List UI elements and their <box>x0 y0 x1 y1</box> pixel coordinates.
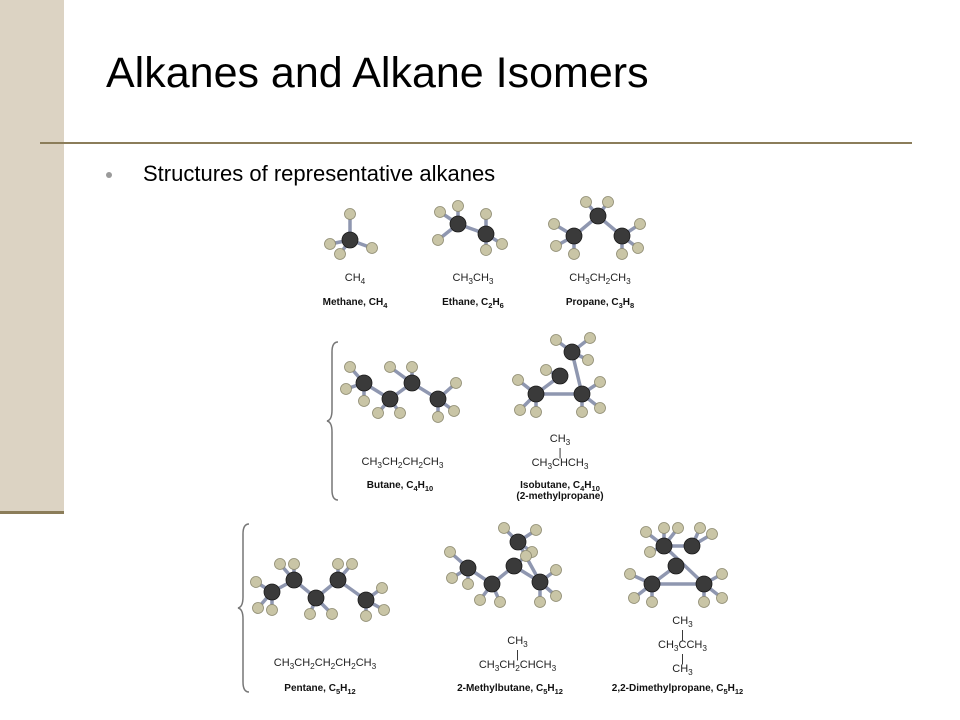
pentane-hydrogen-atom <box>267 605 278 616</box>
2,2-dimethylpropane-hydrogen-atom <box>641 527 652 538</box>
isobutane-condensed: $CH_3$ | $CH_3CHCH_3$ <box>531 433 589 472</box>
propane-carbon-atom <box>590 208 606 224</box>
isobutane-carbon-atom <box>528 386 544 402</box>
pentane-name: Pentane, $C_5H_{12}$ <box>284 683 356 696</box>
2-methylbutane-hydrogen-atom <box>447 573 458 584</box>
pentane-hydrogen-atom <box>327 609 338 620</box>
pentane-hydrogen-atom <box>289 559 300 570</box>
isobutane-carbon-atom <box>574 386 590 402</box>
2-methylbutane-carbon-atom <box>510 534 526 550</box>
propane-condensed: $CH_3CH_2CH_3$ <box>569 272 631 287</box>
pentane-hydrogen-atom <box>333 559 344 570</box>
pentane-isomers-brace <box>237 522 251 694</box>
2,2-dimethylpropane-hydrogen-atom <box>629 593 640 604</box>
pentane-carbon-atom <box>330 572 346 588</box>
2,2-dimethylpropane-hydrogen-atom <box>707 529 718 540</box>
pentane-hydrogen-atom <box>347 559 358 570</box>
bullet-text: Structures of representative alkanes <box>143 161 496 186</box>
2-methylbutane-name: 2-Methylbutane, $C_5H_{12}$ <box>457 683 563 696</box>
2-methylbutane-hydrogen-atom <box>535 597 546 608</box>
propane-hydrogen-atom <box>551 241 562 252</box>
2-methylbutane-hydrogen-atom <box>551 565 562 576</box>
ethane-condensed: $CH_3CH_3$ <box>452 272 494 287</box>
pentane-condensed: $CH_3CH_2CH_2CH_2CH_3$ <box>273 657 377 672</box>
pentane-carbon-atom <box>264 584 280 600</box>
butane-hydrogen-atom <box>359 396 370 407</box>
methane-hydrogen-atom <box>345 209 356 220</box>
isobutane-hydrogen-atom <box>551 335 562 346</box>
2,2-dimethylpropane-carbon-atom <box>668 558 684 574</box>
butane-hydrogen-atom <box>345 362 356 373</box>
2,2-dimethylpropane-carbon-atom <box>656 538 672 554</box>
pentane-hydrogen-atom <box>251 577 262 588</box>
title-divider <box>40 142 912 144</box>
isobutane-hydrogen-atom <box>595 403 606 414</box>
2-methylbutane-carbon-atom <box>460 560 476 576</box>
ethane-hydrogen-atom <box>433 235 444 246</box>
pentane-hydrogen-atom <box>275 559 286 570</box>
propane-name: Propane, $C_3H_8$ <box>565 297 635 310</box>
isobutane-hydrogen-atom <box>583 355 594 366</box>
butane-model <box>340 355 465 425</box>
ethane-hydrogen-atom <box>481 209 492 220</box>
sidebar-rule <box>0 511 64 514</box>
ethane-name: Ethane, $C_2H_6$ <box>442 297 504 310</box>
methane-model <box>322 204 392 264</box>
methane-carbon-atom <box>342 232 358 248</box>
butane-carbon-atom <box>404 375 420 391</box>
pentane-model <box>250 556 395 626</box>
ethane-hydrogen-atom <box>481 245 492 256</box>
methane-hydrogen-atom <box>335 249 346 260</box>
2-methylbutane-hydrogen-atom <box>495 597 506 608</box>
butane-hydrogen-atom <box>407 362 418 373</box>
2-methylbutane-model <box>440 522 565 612</box>
butane-hydrogen-atom <box>451 378 462 389</box>
butane-hydrogen-atom <box>433 412 444 423</box>
methane-condensed: $CH_4$ <box>344 272 366 287</box>
propane-hydrogen-atom <box>635 219 646 230</box>
2-methylbutane-carbon-atom <box>484 576 500 592</box>
2,2-dimethylpropane-carbon-atom <box>684 538 700 554</box>
butane-isomers-brace <box>326 340 340 502</box>
bullet-dot <box>106 172 112 178</box>
ethane-carbon-atom <box>450 216 466 232</box>
2-methylbutane-carbon-atom <box>532 574 548 590</box>
isobutane-hydrogen-atom <box>531 407 542 418</box>
slide-title: Alkanes and Alkane Isomers <box>106 49 649 97</box>
2-methylbutane-hydrogen-atom <box>499 523 510 534</box>
2-methylbutane-carbon-atom <box>506 558 522 574</box>
methane-hydrogen-atom <box>325 239 336 250</box>
pentane-hydrogen-atom <box>253 603 264 614</box>
isobutane-hydrogen-atom <box>577 407 588 418</box>
2-methylbutane-hydrogen-atom <box>445 547 456 558</box>
2-methylbutane-hydrogen-atom <box>475 595 486 606</box>
2,2-dimethylpropane-hydrogen-atom <box>645 547 656 558</box>
methane-hydrogen-atom <box>367 243 378 254</box>
pentane-hydrogen-atom <box>377 583 388 594</box>
2,2-dimethylpropane-hydrogen-atom <box>717 569 728 580</box>
butane-hydrogen-atom <box>395 408 406 419</box>
butane-hydrogen-atom <box>341 384 352 395</box>
ethane-hydrogen-atom <box>497 239 508 250</box>
butane-carbon-atom <box>430 391 446 407</box>
2,2-dimethylpropane-condensed: $CH_3$ | $CH_3CCH_3$ | $CH_3$ <box>658 615 707 678</box>
2-methylbutane-hydrogen-atom <box>531 525 542 536</box>
isobutane-hydrogen-atom <box>585 333 596 344</box>
propane-hydrogen-atom <box>603 197 614 208</box>
2,2-dimethylpropane-carbon-atom <box>644 576 660 592</box>
isobutane-hydrogen-atom <box>595 377 606 388</box>
2-methylbutane-hydrogen-atom <box>551 591 562 602</box>
ethane-model <box>428 200 518 264</box>
2,2-dimethylpropane-hydrogen-atom <box>695 523 706 534</box>
butane-condensed: $CH_3CH_2CH_2CH_3$ <box>361 456 444 471</box>
2,2-dimethylpropane-hydrogen-atom <box>717 593 728 604</box>
propane-model <box>548 194 648 264</box>
2,2-dimethylpropane-model <box>620 522 735 612</box>
2,2-dimethylpropane-hydrogen-atom <box>673 523 684 534</box>
2,2-dimethylpropane-hydrogen-atom <box>659 523 670 534</box>
pentane-carbon-atom <box>308 590 324 606</box>
butane-hydrogen-atom <box>373 408 384 419</box>
pentane-carbon-atom <box>286 572 302 588</box>
propane-carbon-atom <box>566 228 582 244</box>
isobutane-model <box>510 330 610 425</box>
propane-hydrogen-atom <box>581 197 592 208</box>
butane-carbon-atom <box>356 375 372 391</box>
isobutane-subname: (2-methylpropane) <box>516 491 604 502</box>
ethane-hydrogen-atom <box>435 207 446 218</box>
isobutane-hydrogen-atom <box>541 365 552 376</box>
butane-hydrogen-atom <box>449 406 460 417</box>
methane-name: Methane, $CH_4$ <box>322 297 388 310</box>
ethane-carbon-atom <box>478 226 494 242</box>
2-methylbutane-hydrogen-atom <box>463 579 474 590</box>
propane-hydrogen-atom <box>549 219 560 230</box>
propane-hydrogen-atom <box>633 243 644 254</box>
isobutane-carbon-atom <box>564 344 580 360</box>
isobutane-hydrogen-atom <box>513 375 524 386</box>
2,2-dimethylpropane-hydrogen-atom <box>625 569 636 580</box>
propane-hydrogen-atom <box>569 249 580 260</box>
isobutane-name: Isobutane, $C_4H_{10}$ <box>520 480 600 493</box>
2,2-dimethylpropane-carbon-atom <box>696 576 712 592</box>
2-methylbutane-hydrogen-atom <box>521 551 532 562</box>
isobutane-carbon-atom <box>552 368 568 384</box>
2,2-dimethylpropane-hydrogen-atom <box>647 597 658 608</box>
butane-hydrogen-atom <box>385 362 396 373</box>
propane-carbon-atom <box>614 228 630 244</box>
butane-carbon-atom <box>382 391 398 407</box>
2,2-dimethylpropane-hydrogen-atom <box>699 597 710 608</box>
ethane-hydrogen-atom <box>453 201 464 212</box>
propane-hydrogen-atom <box>617 249 628 260</box>
butane-name: Butane, $C_4H_{10}$ <box>366 480 434 493</box>
isobutane-hydrogen-atom <box>515 405 526 416</box>
sidebar-decoration <box>0 0 64 513</box>
pentane-carbon-atom <box>358 592 374 608</box>
2-methylbutane-condensed: $CH_3$ | $CH_3CH_2CHCH_3$ <box>478 635 557 674</box>
pentane-hydrogen-atom <box>379 605 390 616</box>
pentane-hydrogen-atom <box>305 609 316 620</box>
pentane-hydrogen-atom <box>361 611 372 622</box>
2,2-dimethylpropane-name: 2,2-Dimethylpropane, $C_5H_{12}$ <box>611 683 744 696</box>
